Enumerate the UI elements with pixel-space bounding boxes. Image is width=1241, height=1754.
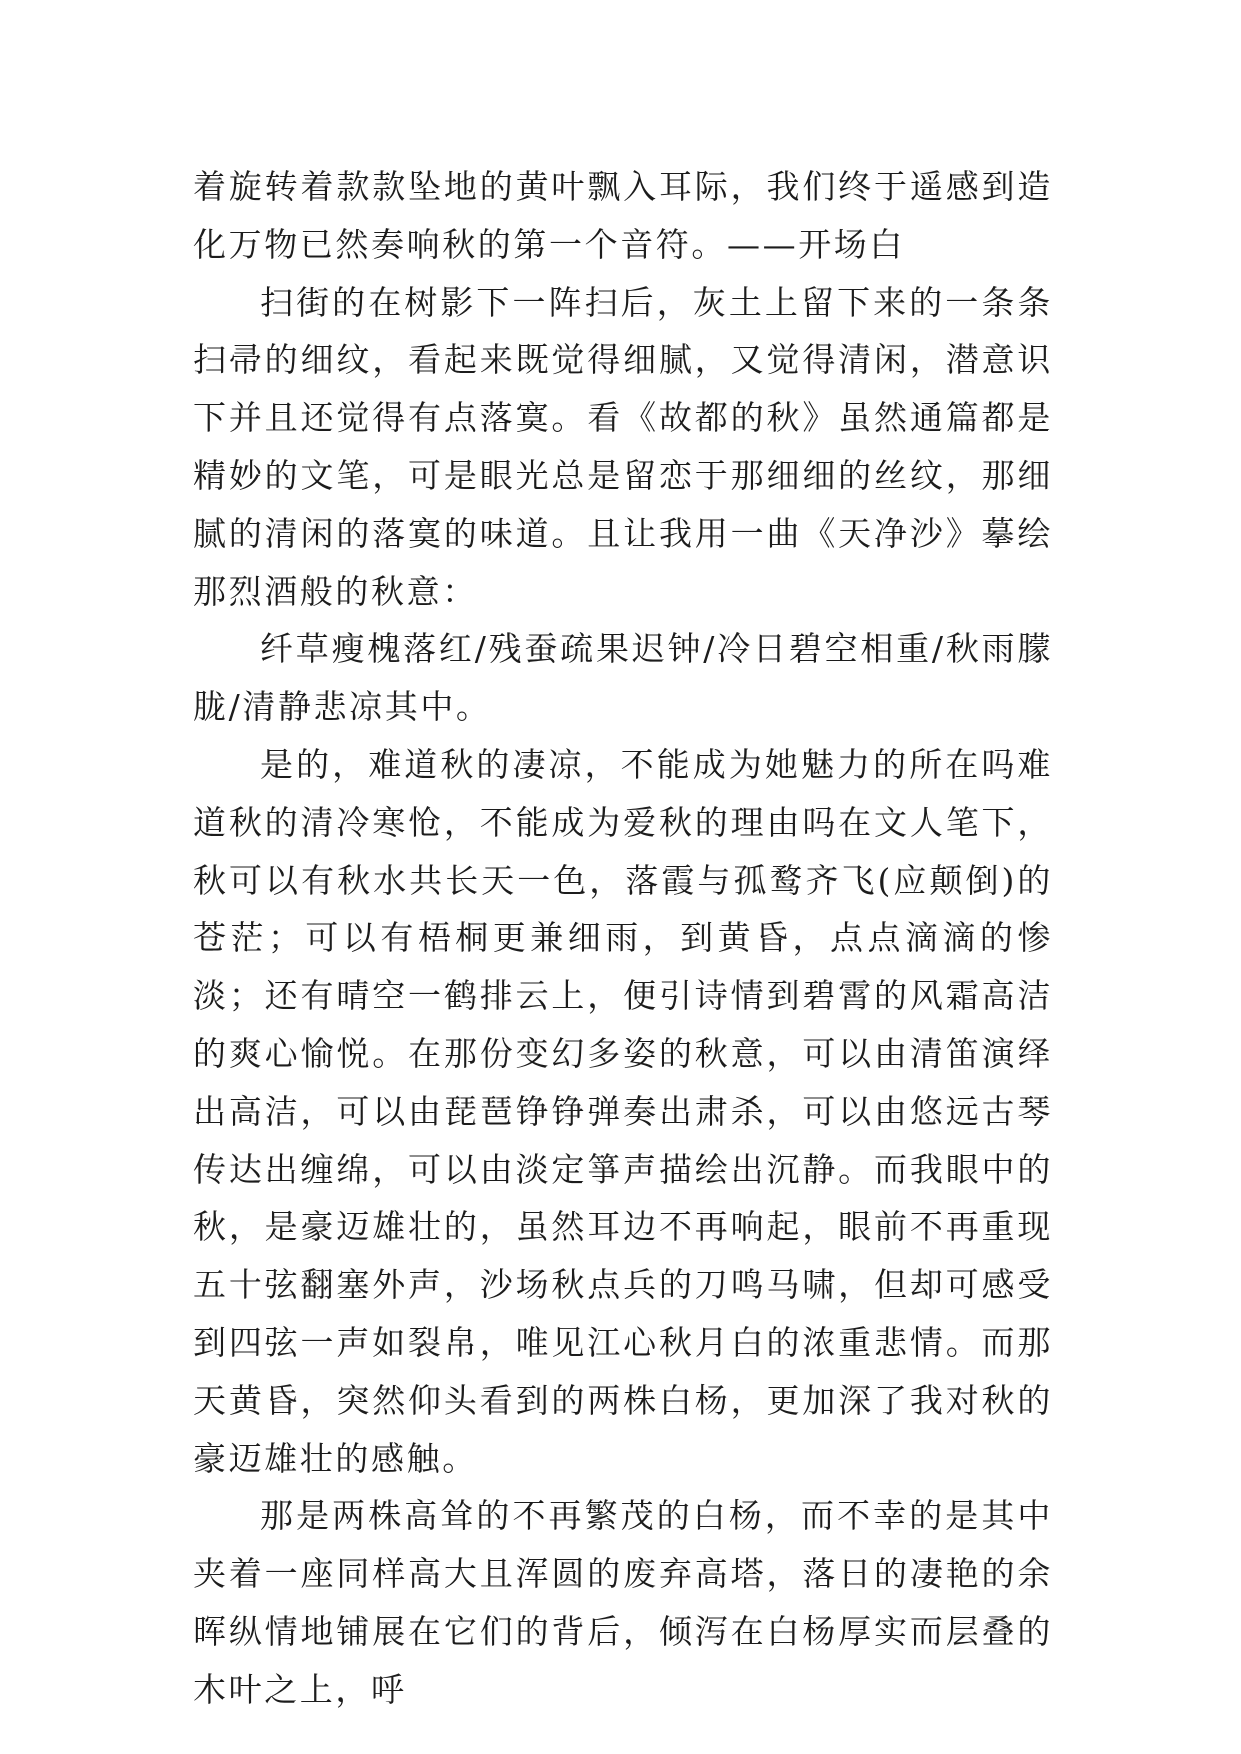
paragraph-poem-tianjingsha: 纤草瘦槐落红/残蚕疏果迟钟/冷日碧空相重/秋雨朦胧/清静悲凉其中。	[193, 629, 1053, 727]
paragraph-street-sweeper: 扫街的在树影下一阵扫后，灰土上留下来的一条条扫帚的细纹，看起来既觉得细腻，又觉得清闲，潜意识下并且还觉得有点落寞。看《故都的秋》虽然通篇都是精妙的文笔，可是眼光总是留恋于那细细的丝纹，那细腻的清闲的落寞的味道。且让我用一曲《天净沙》摹绘那烈酒般的秋意：	[193, 282, 1053, 611]
body-text	[193, 158, 1053, 1719]
paragraph-autumn-reflection: 是的，难道秋的凄凉，不能成为她魅力的所在吗难道秋的清冷寒怆，不能成为爱秋的理由吗在文人笔下，秋可以有秋水共长天一色，落霞与孤鹜齐飞(应颠倒)的苍茫；可以有梧桐更兼细雨，到黄昏，点点滴滴的惨淡；还有晴空一鹤排云上，便引诗情到碧霄的风霜高洁的爽心愉悦。在那份变幻多姿的秋意，可以由清笛演绎出高洁，可以由琵琶铮铮弹奏出肃杀，可以由悠远古琴传达出缠绵，可以由淡定箏声描绘出沉静。而我眼中的秋，是豪迈雄壮的，虽然耳边不再响起，眼前不再重现五十弦翻塞外声，沙场秋点兵的刀鸣马啸，但却可感受到四弦一声如裂帛，唯见江心秋月白的浓重悲情。而那天黄昏，突然仰头看到的两株白杨，更加深了我对秋的豪迈雄壮的感触。	[193, 744, 1053, 1478]
paragraph-opening-line: 着旋转着款款坠地的黄叶飘入耳际，我们终于遥感到造化万物已然奏响秋的第一个音符。——开场白	[193, 167, 1053, 264]
paragraph-white-poplars: 那是两株高耸的不再繁茂的白杨，而不幸的是其中夹着一座同样高大且浑圆的废弃高塔，落日的凄艳的余晖纵情地铺展在它们的背后，倾泻在白杨厚实而层叠的木叶之上，呼	[193, 1496, 1053, 1709]
